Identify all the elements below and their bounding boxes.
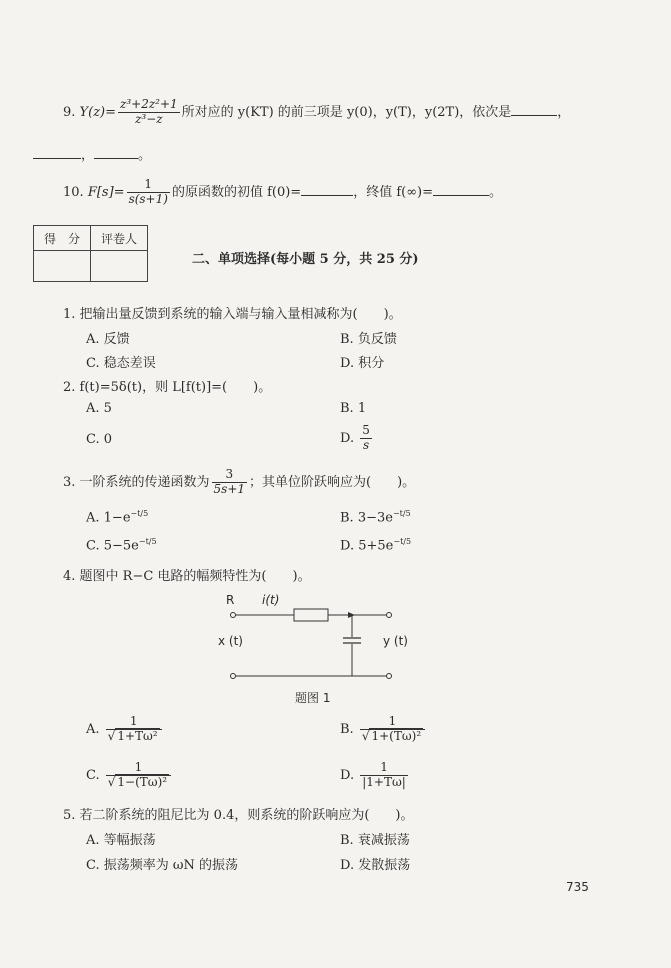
- q4-option-b[interactable]: B. $\frac{1}{\text{√ 1+(Tω)²}}$: [340, 715, 427, 744]
- question-4-stem: 4. 题图中 R−C 电路的幅频特性为( )。: [63, 569, 311, 584]
- q9-blank-3[interactable]: [94, 146, 138, 159]
- question-9-cont: ， 。: [33, 144, 151, 163]
- q1-option-a[interactable]: A. 反馈: [86, 332, 130, 347]
- question-1-stem: 1. 把输出量反馈到系统的输入端与输入量相减称为( )。: [63, 307, 402, 322]
- q4-option-c[interactable]: C. $\frac{1}{\text{√ 1−(Tω)²}}$: [86, 761, 173, 790]
- q9-blank-2[interactable]: [33, 146, 81, 159]
- q1-option-b[interactable]: B. 负反馈: [340, 332, 397, 347]
- q10-lhs: F[s]=: [87, 184, 125, 200]
- score-header: 得 分: [34, 226, 91, 251]
- q10-fraction: $\frac{1}{s(s+1)}$: [128, 177, 168, 206]
- score-table: [33, 225, 148, 282]
- q9-blank-1[interactable]: [511, 103, 557, 116]
- question-5-stem: 5. 若二阶系统的阻尼比为 0.4，则系统的阶跃响应为( )。: [63, 808, 414, 823]
- q10-text-1: 的原函数的初值 f(0)=: [171, 184, 302, 200]
- q9-text: 所对应的 y(KT) 的前三项是 y(0)，y(T)，y(2T)，依次是: [181, 104, 512, 120]
- q3-option-a[interactable]: A. $1-e^{-t/5}$: [86, 509, 149, 526]
- q9-fraction: $\frac{\text{z³+2z²+1}}{\text{z³−z}}$: [120, 97, 178, 126]
- q10-blank-2[interactable]: [433, 183, 489, 196]
- q10-number: 10.: [63, 184, 84, 200]
- q5-option-a[interactable]: A. 等幅振荡: [86, 833, 156, 848]
- circuit-label-output: y (t): [383, 634, 408, 648]
- q10-text-2: ，终值 f(∞)=: [353, 184, 434, 200]
- q3-option-c[interactable]: C. $5-5e^{-t/5}$: [86, 537, 157, 554]
- question-2-stem: 2. f(t)=5δ(t)，则 L[f(t)]=( )。: [63, 380, 272, 395]
- q1-option-d[interactable]: D. 积分: [340, 356, 385, 371]
- circuit-label-input: x (t): [218, 634, 243, 648]
- q1-option-c[interactable]: C. 稳态差误: [86, 356, 156, 371]
- grader-header: 评卷人: [91, 226, 148, 251]
- q3-option-d[interactable]: D. $5+5e^{-t/5}$: [340, 537, 412, 554]
- score-cell[interactable]: [34, 251, 91, 282]
- q4-option-d[interactable]: D. $\frac{1}{|1+T\omega|}$: [340, 760, 406, 789]
- circuit-label-current: i(t): [262, 593, 280, 607]
- circuit-label-r: R: [226, 593, 235, 607]
- figure-caption: 题图 1: [295, 691, 331, 705]
- q5-option-d[interactable]: D. 发散振荡: [340, 858, 411, 873]
- section-2-title: 二、单项选择(每小题 5 分，共 25 分): [192, 252, 419, 267]
- q5-option-b[interactable]: B. 衰减振荡: [340, 833, 410, 848]
- q3-option-b[interactable]: B. $3-3e^{-t/5}$: [340, 509, 411, 526]
- q10-blank-1[interactable]: [301, 183, 353, 196]
- q5-option-c[interactable]: C. 振荡频率为 ωN 的振荡: [86, 858, 238, 873]
- question-9: 9. Y(z)= $\frac{\text{z³+2z²+1}}{\text{z³−z}}$ 所对应的 y(KT) 的前三项是 y(0)，y(T)，y(2T)，依次是 ，: [63, 97, 571, 126]
- question-10: 10. F[s]= $\frac{1}{s(s+1)}$ 的原函数的初值 f(0)= ，终值 f(∞)= 。: [63, 177, 503, 206]
- resistor-symbol: [294, 609, 328, 621]
- q2-option-d[interactable]: D. $\frac{5}{s}$: [340, 423, 370, 452]
- q2-option-a[interactable]: A. 5: [86, 401, 112, 416]
- grader-cell[interactable]: [91, 251, 148, 282]
- q4-option-a[interactable]: A. $\frac{1}{\text{√ 1+Tω²}}$: [86, 715, 164, 744]
- page-number: 735: [566, 880, 589, 894]
- question-3-stem: 3. 一阶系统的传递函数为 $\frac{3}{5s+1}$ ；其单位阶跃响应为( )。: [63, 467, 416, 496]
- q2-option-c[interactable]: C. 0: [86, 432, 113, 447]
- q9-number: 9.: [63, 104, 76, 120]
- q2-option-b[interactable]: B. 1: [340, 401, 367, 416]
- q9-lhs: Y(z)=: [79, 104, 117, 120]
